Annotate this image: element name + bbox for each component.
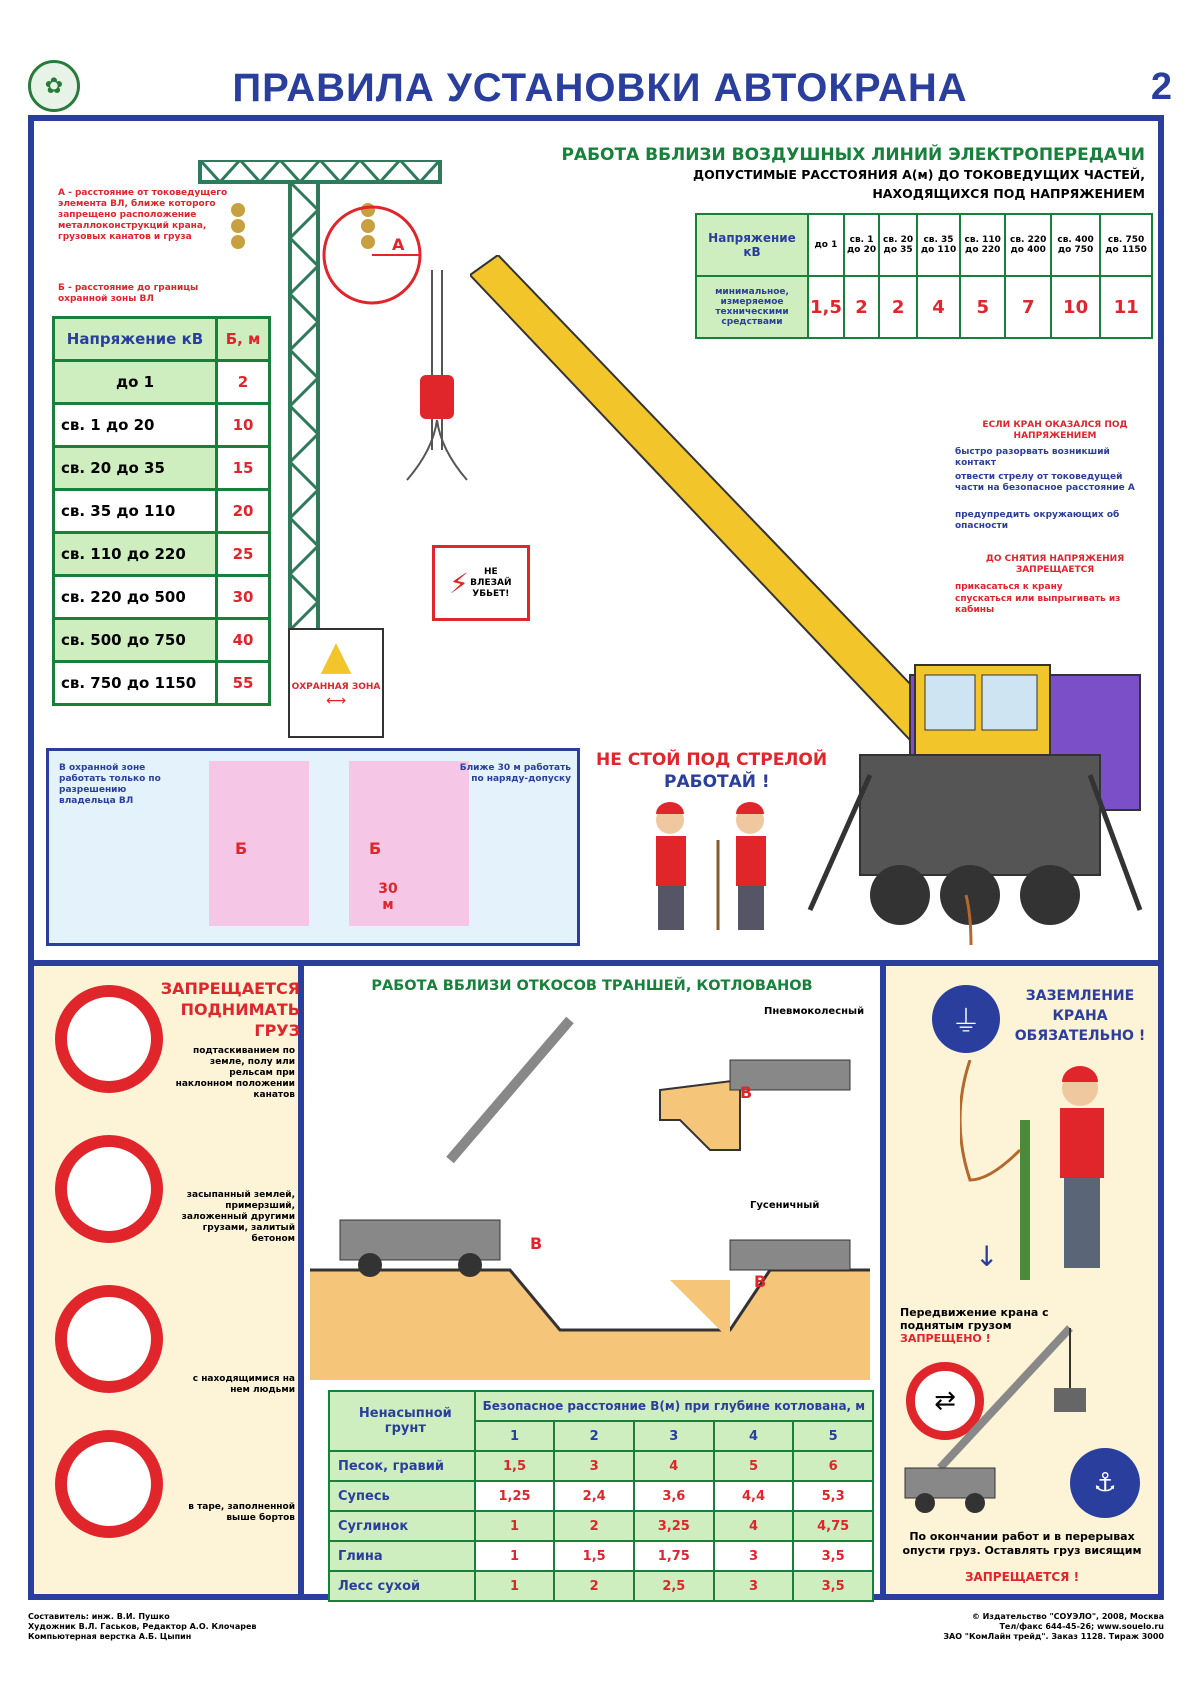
definition-b: Б - расстояние до границы охранной зоны ВЛ [58,283,199,304]
table-c-soil: Глина [329,1541,475,1571]
label-a: А [392,235,405,254]
zone-strip [349,761,469,926]
table-b-val: 2 [217,361,270,404]
table-c-val: 5 [714,1451,794,1481]
table-a-col: до 1 [808,214,844,276]
footer-contacts: Тел/факс 644-45-26; www.souelo.ru [999,1622,1164,1631]
lifting-title: ЗАПРЕЩАЕТСЯ ПОДНИМАТЬ ГРУЗ [160,979,300,1040]
lifting-item: в таре, заполненной выше бортов [188,1502,295,1523]
table-a-val: 5 [960,276,1005,338]
table-b-key: св. 220 до 500 [54,576,217,619]
lifting-item: засыпанный землей, примерзший, заложенный другими грузами, залитый бетоном [181,1190,295,1244]
table-a-val: 2 [879,276,917,338]
table-c-val: 4,75 [793,1511,873,1541]
table-b-val: 10 [217,404,270,447]
table-b-val: 15 [217,447,270,490]
table-c-val: 3,5 [793,1541,873,1571]
table-c-val: 5,3 [793,1481,873,1511]
table-a-val: 1,5 [808,276,844,338]
protection-zone-panel [46,748,580,946]
no-movement-icon: ⇄ [906,1362,984,1440]
thirty-m-label: 30 м [378,881,398,913]
table-b-val: 40 [217,619,270,662]
table-c-val: 1,5 [475,1451,555,1481]
table-c-val: 1 [475,1511,555,1541]
footer-print: ЗАО "КомЛайн трейд". Заказ 1128. Тираж 3000 [943,1632,1164,1641]
table-b-val: 55 [217,662,270,705]
v-label: В [740,1083,753,1102]
prohibited-icon-buried [55,1135,163,1243]
table-b-val: 20 [217,490,270,533]
label-tracked: Гусеничный [750,1200,820,1211]
v-label: В [530,1234,543,1253]
table-c-header-dist: Безопасное расстояние В(м) при глубине котлована, м [475,1391,873,1421]
table-c-soil: Песок, гравий [329,1451,475,1481]
energized-item: быстро разорвать возникший контакт [955,447,1110,468]
zone-left-text: В охранной зоне работать только по разрешению владельца ВЛ [59,763,161,806]
right-divider [880,966,886,1600]
table-c-val: 4 [714,1511,794,1541]
prohibited-icon-overfilled [55,1430,163,1538]
table-a-row-label: минимальное, измеряемое техническими средствами [696,276,808,338]
moving-text: Передвижение крана с поднятым грузом [900,1306,1049,1332]
table-a-val: 7 [1005,276,1050,338]
table-c-val: 1,75 [634,1541,714,1571]
footer-author: Составитель: инж. В.И. Пушко [28,1612,170,1621]
footer-layout: Компьютерная верстка А.Б. Цыпин [28,1632,192,1641]
table-c-val: 3 [554,1451,634,1481]
footer-publisher: © Издательство "СОУЭЛО", 2008, Москва [971,1612,1164,1621]
table-b-val: 30 [217,576,270,619]
warning-triangle-icon: ▲ [320,633,352,679]
table-a-header-label: Напряжение кВ [696,214,808,276]
table-b-key: св. 20 до 35 [54,447,217,490]
lower-load-icon: ⚓ [1070,1448,1140,1518]
table-b-header-voltage: Напряжение кВ [54,318,217,361]
table-c-val: 1,25 [475,1481,555,1511]
b-label-left: Б [235,839,248,858]
table-c-val: 1 [475,1571,555,1601]
footer-artist: Художник В.Л. Гаськов, Редактор А.О. Клочарев [28,1622,257,1631]
v-label: В [754,1272,767,1291]
table-safe-distance [328,1390,874,1602]
down-arrow-icon: ↓ [975,1240,999,1273]
table-c-val: 4,4 [714,1481,794,1511]
energized-item: предупредить окружающих об опасности [955,510,1120,531]
zone-strip [209,761,309,926]
moving-prohibited: ЗАПРЕЩЕНО ! [900,1332,991,1345]
table-c-depth: 3 [634,1421,714,1451]
table-c-val: 4 [634,1451,714,1481]
energized-title: ЕСЛИ КРАН ОКАЗАЛСЯ ПОД НАПРЯЖЕНИЕМ [982,420,1128,441]
end-work-text: По окончании работ и в перерывах опусти груз. Оставлять груз висящим [902,1530,1142,1557]
table-c-val: 2,4 [554,1481,634,1511]
table-b-key: св. 500 до 750 [54,619,217,662]
table-c-soil: Лесс сухой [329,1571,475,1601]
table-b-key: св. 750 до 1150 [54,662,217,705]
table-c-val: 3,5 [793,1571,873,1601]
table-c-val: 2 [554,1571,634,1601]
table-c-val: 1,5 [554,1541,634,1571]
until-off-item: спускаться или выпрыгивать из кабины [955,594,1121,615]
table-b-key: св. 35 до 110 [54,490,217,533]
table-a-col: св. 1 до 20 [844,214,879,276]
table-c-val: 2 [554,1511,634,1541]
table-c-val: 3 [714,1541,794,1571]
table-c-soil: Суглинок [329,1511,475,1541]
table-c-val: 3 [714,1571,794,1601]
zone-sign-text: ОХРАННАЯ ЗОНА [291,682,381,692]
footer-right [943,1612,1164,1642]
power-lines-title: РАБОТА ВБЛИЗИ ВОЗДУШНЫХ ЛИНИЙ ЭЛЕКТРОПЕРЕДАЧИ [561,145,1145,165]
table-c-depth: 4 [714,1421,794,1451]
grounding-title: ЗАЗЕМЛЕНИЕ КРАНА ОБЯЗАТЕЛЬНО ! [1014,988,1146,1044]
page-number: 2 [1150,66,1172,108]
double-arrow-icon: ⟷ [325,693,347,709]
table-c-depth: 1 [475,1421,555,1451]
until-off-item: прикасаться к крану [955,582,1063,592]
publisher-logo: ✿ [28,60,80,112]
table-c-val: 2,5 [634,1571,714,1601]
table-c-val: 3,25 [634,1511,714,1541]
table-b-header-dist: Б, м [217,318,270,361]
energized-item: отвести стрелу от токоведущей части на безопасное расстояние А [955,472,1135,493]
table-a-col: св. 750 до 1150 [1100,214,1152,276]
b-label-right: Б [369,839,382,858]
table-a-val: 10 [1051,276,1100,338]
table-c-val: 6 [793,1451,873,1481]
table-c-header-soil: Ненасыпной грунт [329,1391,475,1451]
power-lines-subtitle-1: ДОПУСТИМЫЕ РАССТОЯНИЯ А(м) ДО ТОКОВЕДУЩИХ ЧАСТЕЙ, [692,167,1145,182]
until-off-title: ДО СНЯТИЯ НАПРЯЖЕНИЯ ЗАПРЕЩАЕТСЯ [985,554,1125,575]
table-c-depth: 2 [554,1421,634,1451]
table-c-depth: 5 [793,1421,873,1451]
sign-text: НЕ ВЛЕЗАЙ УБЬЕТ! [470,566,512,599]
table-a-val: 2 [844,276,879,338]
lifting-item: подтаскиванием по земле, полу или рельсам при наклонном положении канатов [175,1046,295,1100]
table-a-val: 4 [917,276,960,338]
slopes-illustration [310,1000,870,1380]
table-c-val: 3,6 [634,1481,714,1511]
prohibited-icon-drag [55,985,163,1093]
table-a-val: 11 [1100,276,1152,338]
dont-stand-warning: НЕ СТОЙ ПОД СТРЕЛОЙ [596,750,828,770]
table-a-col: св. 20 до 35 [879,214,917,276]
label-pneumatic: Пневмоколесный [764,1006,865,1017]
table-b-key: до 1 [54,361,217,404]
table-b-key: св. 1 до 20 [54,404,217,447]
page-title: ПРАВИЛА УСТАНОВКИ АВТОКРАНА [232,66,968,110]
definition-a: А - расстояние от токоведущего элемента ВЛ, ближе которого запрещено расположение металлоконструкций крана, грузовых канатов и груза [58,188,228,242]
table-a-col: св. 35 до 110 [917,214,960,276]
lifting-item: с находящимися на нем людьми [192,1374,295,1395]
table-c-soil: Супесь [329,1481,475,1511]
workers-illustration [640,800,790,940]
table-b-key: св. 110 до 220 [54,533,217,576]
table-a-col: св. 110 до 220 [960,214,1005,276]
lightning-icon: ⚡ [449,566,469,600]
grounding-icon: ⏚ [932,985,1000,1053]
end-work-prohibited: ЗАПРЕЩАЕТСЯ ! [964,1570,1080,1584]
footer-left [28,1612,256,1642]
protection-zone-sign [288,628,384,738]
table-b-val: 25 [217,533,270,576]
power-lines-subtitle-2: НАХОДЯЩИХСЯ ПОД НАПРЯЖЕНИЕМ [872,186,1145,201]
table-c-val: 1 [475,1541,555,1571]
slopes-title: РАБОТА ВБЛИЗИ ОТКОСОВ ТРАНШЕЙ, КОТЛОВАНОВ [371,978,813,994]
table-b-distances [52,316,271,706]
dont-stand-sub: РАБОТАЙ ! [664,772,770,792]
table-a-col: св. 220 до 400 [1005,214,1050,276]
zone-right-text: Ближе 30 м работать по наряду-допуску [459,763,571,784]
table-a-col: св. 400 до 750 [1051,214,1100,276]
prohibited-icon-people [55,1285,163,1393]
